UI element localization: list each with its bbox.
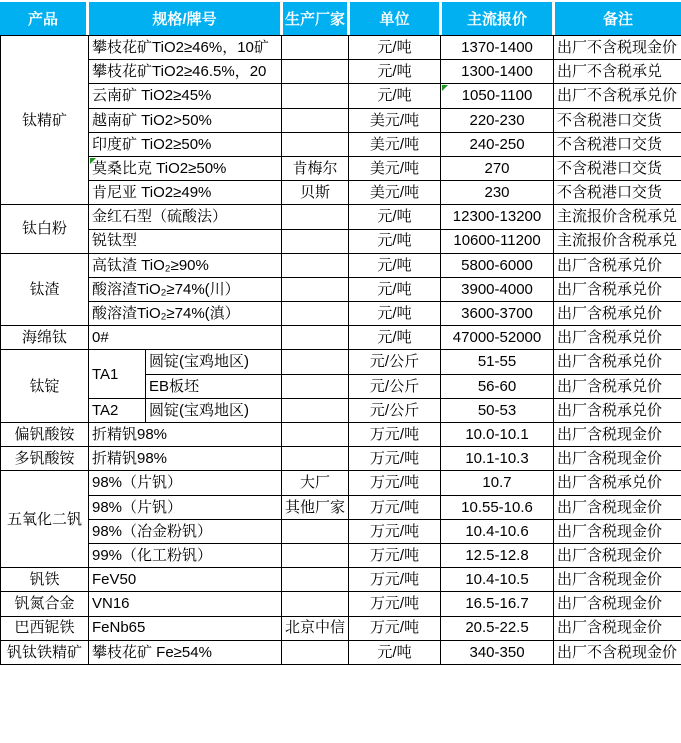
note-cell: 出厂含税承兑价 bbox=[554, 302, 681, 326]
product-cell: 多钒酸铵 bbox=[1, 447, 89, 471]
table-row bbox=[1, 132, 681, 156]
table-row bbox=[1, 253, 681, 277]
maker-cell bbox=[282, 277, 349, 301]
table-row bbox=[1, 108, 681, 132]
note-cell: 出厂含税现金价 bbox=[554, 543, 681, 567]
unit-cell: 元/公斤 bbox=[349, 350, 441, 374]
maker-cell bbox=[282, 132, 349, 156]
header-note: 备注 bbox=[555, 2, 681, 35]
price-cell: 12300-13200 bbox=[441, 205, 554, 229]
product-cell: 钒钛铁精矿 bbox=[1, 640, 89, 664]
note-cell: 主流报价含税承兑 bbox=[554, 229, 681, 253]
subspec-cell: 圆锭(宝鸡地区) bbox=[146, 398, 282, 422]
unit-cell: 万元/吨 bbox=[349, 423, 441, 447]
spec-cell: 0# bbox=[89, 326, 282, 350]
table-row bbox=[1, 447, 681, 471]
unit-cell: 美元/吨 bbox=[349, 181, 441, 205]
spec-cell: 云南矿 TiO2≥45% bbox=[89, 84, 282, 108]
note-cell: 出厂不含税现金价 bbox=[554, 640, 681, 664]
maker-cell: 其他厂家 bbox=[282, 495, 349, 519]
table-row bbox=[1, 181, 681, 205]
unit-cell: 万元/吨 bbox=[349, 543, 441, 567]
unit-cell: 万元/吨 bbox=[349, 568, 441, 592]
price-cell: 10.4-10.6 bbox=[441, 519, 554, 543]
note-cell: 出厂含税承兑价 bbox=[554, 471, 681, 495]
unit-cell: 元/公斤 bbox=[349, 374, 441, 398]
unit-cell: 元/吨 bbox=[349, 84, 441, 108]
product-cell: 钛白粉 bbox=[1, 205, 89, 253]
table-row bbox=[1, 205, 681, 229]
price-cell: 56-60 bbox=[441, 374, 554, 398]
spec-cell: 锐钛型 bbox=[89, 229, 282, 253]
header-unit: 单位 bbox=[350, 2, 439, 35]
price-cell bbox=[441, 84, 554, 108]
maker-cell bbox=[282, 36, 349, 60]
spec-cell: 酸溶渣TiO₂≥74%(滇） bbox=[89, 302, 282, 326]
product-cell: 钒铁 bbox=[1, 568, 89, 592]
spec-cell: 折精钒98% bbox=[89, 447, 282, 471]
unit-cell: 美元/吨 bbox=[349, 132, 441, 156]
unit-cell: 万元/吨 bbox=[349, 616, 441, 640]
note-cell: 出厂含税承兑价 bbox=[554, 253, 681, 277]
price-cell: 3900-4000 bbox=[441, 277, 554, 301]
note-cell: 出厂含税现金价 bbox=[554, 495, 681, 519]
maker-cell bbox=[282, 519, 349, 543]
unit-cell: 万元/吨 bbox=[349, 519, 441, 543]
spec-value: 莫桑比克 TiO2≥50% bbox=[92, 159, 227, 177]
unit-cell: 万元/吨 bbox=[349, 447, 441, 471]
table-row bbox=[1, 616, 681, 640]
price-cell: 3600-3700 bbox=[441, 302, 554, 326]
product-cell: 钛渣 bbox=[1, 253, 89, 326]
unit-cell: 元/吨 bbox=[349, 36, 441, 60]
price-cell: 1370-1400 bbox=[441, 36, 554, 60]
product-cell: 偏钒酸铵 bbox=[1, 423, 89, 447]
maker-cell bbox=[282, 543, 349, 567]
maker-cell bbox=[282, 84, 349, 108]
maker-cell: 北京中信 bbox=[282, 616, 349, 640]
price-cell: 220-230 bbox=[441, 108, 554, 132]
spec-cell: 98%（片钒） bbox=[89, 471, 282, 495]
note-cell: 出厂含税承兑价 bbox=[554, 374, 681, 398]
table-row bbox=[1, 302, 681, 326]
table-row bbox=[1, 543, 681, 567]
table-row bbox=[1, 519, 681, 543]
unit-cell: 万元/吨 bbox=[349, 471, 441, 495]
maker-cell: 贝斯 bbox=[282, 181, 349, 205]
table-row bbox=[1, 36, 681, 60]
note-cell: 不含税港口交货 bbox=[554, 156, 681, 180]
note-cell: 出厂含税现金价 bbox=[554, 447, 681, 471]
spec-cell: 攀枝花矿 Fe≥54% bbox=[89, 640, 282, 664]
subspec-cell: EB板坯 bbox=[146, 374, 282, 398]
price-value: 1050-1100 bbox=[461, 87, 533, 105]
price-cell: 20.5-22.5 bbox=[441, 616, 554, 640]
unit-cell: 元/吨 bbox=[349, 277, 441, 301]
maker-cell bbox=[282, 205, 349, 229]
spec-cell: 印度矿 TiO2≥50% bbox=[89, 132, 282, 156]
price-cell: 16.5-16.7 bbox=[441, 592, 554, 616]
maker-cell bbox=[282, 374, 349, 398]
spec-cell: 金红石型（硫酸法） bbox=[89, 205, 282, 229]
note-cell: 出厂含税承兑价 bbox=[554, 277, 681, 301]
note-cell: 出厂不含税承兑价 bbox=[554, 84, 681, 108]
product-cell: 巴西铌铁 bbox=[1, 616, 89, 640]
spec-cell: 酸溶渣TiO₂≥74%(川） bbox=[89, 277, 282, 301]
price-cell: 230 bbox=[441, 181, 554, 205]
grade-cell: TA2 bbox=[89, 398, 146, 422]
note-cell: 出厂不含税承兑 bbox=[554, 60, 681, 84]
maker-cell bbox=[282, 302, 349, 326]
table-row bbox=[1, 350, 681, 374]
header-manufacturer: 生产厂家 bbox=[283, 2, 347, 35]
table-row bbox=[1, 495, 681, 519]
price-cell: 10.1-10.3 bbox=[441, 447, 554, 471]
maker-cell bbox=[282, 423, 349, 447]
unit-cell: 元/吨 bbox=[349, 253, 441, 277]
product-cell: 钒氮合金 bbox=[1, 592, 89, 616]
table-row bbox=[1, 640, 681, 664]
spec-cell: 98%（冶金粉钒） bbox=[89, 519, 282, 543]
table-row bbox=[1, 592, 681, 616]
price-cell: 10.7 bbox=[441, 471, 554, 495]
maker-cell bbox=[282, 326, 349, 350]
price-cell: 1300-1400 bbox=[441, 60, 554, 84]
price-cell: 10.55-10.6 bbox=[441, 495, 554, 519]
unit-cell: 万元/吨 bbox=[349, 592, 441, 616]
maker-cell bbox=[282, 108, 349, 132]
note-cell: 出厂含税承兑价 bbox=[554, 350, 681, 374]
spec-cell: FeV50 bbox=[89, 568, 282, 592]
unit-cell: 元/吨 bbox=[349, 302, 441, 326]
note-cell: 出厂含税现金价 bbox=[554, 592, 681, 616]
price-cell: 10.0-10.1 bbox=[441, 423, 554, 447]
note-cell: 不含税港口交货 bbox=[554, 108, 681, 132]
product-cell: 钛锭 bbox=[1, 350, 89, 423]
note-cell: 出厂含税承兑价 bbox=[554, 326, 681, 350]
header-price: 主流报价 bbox=[442, 2, 552, 35]
maker-cell bbox=[282, 640, 349, 664]
price-cell: 10.4-10.5 bbox=[441, 568, 554, 592]
spec-cell: 99%（化工粉钒） bbox=[89, 543, 282, 567]
unit-cell: 元/吨 bbox=[349, 205, 441, 229]
green-corner-flag-icon bbox=[442, 85, 448, 91]
table-row bbox=[1, 277, 681, 301]
maker-cell bbox=[282, 447, 349, 471]
spec-cell: 高钛渣 TiO₂≥90% bbox=[89, 253, 282, 277]
maker-cell bbox=[282, 229, 349, 253]
price-table bbox=[0, 35, 681, 665]
unit-cell: 美元/吨 bbox=[349, 156, 441, 180]
header-product: 产品 bbox=[0, 2, 86, 35]
unit-cell: 美元/吨 bbox=[349, 108, 441, 132]
table-row bbox=[1, 568, 681, 592]
spec-cell: VN16 bbox=[89, 592, 282, 616]
maker-cell bbox=[282, 253, 349, 277]
price-cell: 51-55 bbox=[441, 350, 554, 374]
price-cell: 50-53 bbox=[441, 398, 554, 422]
unit-cell: 元/吨 bbox=[349, 326, 441, 350]
note-cell: 不含税港口交货 bbox=[554, 132, 681, 156]
table-header-row bbox=[0, 0, 681, 35]
table-row bbox=[1, 326, 681, 350]
green-corner-flag-icon bbox=[90, 158, 96, 164]
spec-cell: 98%（片钒） bbox=[89, 495, 282, 519]
price-cell: 47000-52000 bbox=[441, 326, 554, 350]
maker-cell bbox=[282, 350, 349, 374]
unit-cell: 元/公斤 bbox=[349, 398, 441, 422]
maker-cell bbox=[282, 60, 349, 84]
table-row bbox=[1, 156, 681, 180]
price-cell: 12.5-12.8 bbox=[441, 543, 554, 567]
table-row bbox=[1, 84, 681, 108]
maker-cell bbox=[282, 568, 349, 592]
spec-cell: 越南矿 TiO2>50% bbox=[89, 108, 282, 132]
unit-cell: 元/吨 bbox=[349, 229, 441, 253]
product-cell: 五氧化二钒 bbox=[1, 471, 89, 568]
note-cell: 出厂含税现金价 bbox=[554, 616, 681, 640]
grade-cell: TA1 bbox=[89, 350, 146, 398]
table-row bbox=[1, 423, 681, 447]
table-row bbox=[1, 229, 681, 253]
note-cell: 出厂含税现金价 bbox=[554, 519, 681, 543]
table-row bbox=[1, 398, 681, 422]
maker-cell bbox=[282, 592, 349, 616]
note-cell: 出厂含税承兑价 bbox=[554, 398, 681, 422]
spec-cell: 攀枝花矿TiO2≥46%，10矿 bbox=[89, 36, 282, 60]
maker-cell: 大厂 bbox=[282, 471, 349, 495]
maker-cell: 肯梅尔 bbox=[282, 156, 349, 180]
unit-cell: 万元/吨 bbox=[349, 495, 441, 519]
spec-cell: 折精钒98% bbox=[89, 423, 282, 447]
table-row bbox=[1, 60, 681, 84]
note-cell: 出厂含税现金价 bbox=[554, 568, 681, 592]
product-cell: 钛精矿 bbox=[1, 36, 89, 205]
note-cell: 主流报价含税承兑 bbox=[554, 205, 681, 229]
table-row bbox=[1, 471, 681, 495]
subspec-cell: 圆锭(宝鸡地区) bbox=[146, 350, 282, 374]
price-cell: 5800-6000 bbox=[441, 253, 554, 277]
price-cell: 340-350 bbox=[441, 640, 554, 664]
unit-cell: 元/吨 bbox=[349, 640, 441, 664]
note-cell: 出厂不含税现金价 bbox=[554, 36, 681, 60]
price-cell: 270 bbox=[441, 156, 554, 180]
price-cell: 240-250 bbox=[441, 132, 554, 156]
note-cell: 出厂含税现金价 bbox=[554, 423, 681, 447]
price-cell: 10600-11200 bbox=[441, 229, 554, 253]
product-cell: 海绵钛 bbox=[1, 326, 89, 350]
spec-cell: FeNb65 bbox=[89, 616, 282, 640]
spec-cell: 攀枝花矿TiO2≥46.5%，20 bbox=[89, 60, 282, 84]
maker-cell bbox=[282, 398, 349, 422]
header-spec: 规格/牌号 bbox=[89, 2, 280, 35]
note-cell: 不含税港口交货 bbox=[554, 181, 681, 205]
spec-cell bbox=[89, 156, 282, 180]
spec-cell: 肯尼亚 TiO2≥49% bbox=[89, 181, 282, 205]
unit-cell: 元/吨 bbox=[349, 60, 441, 84]
